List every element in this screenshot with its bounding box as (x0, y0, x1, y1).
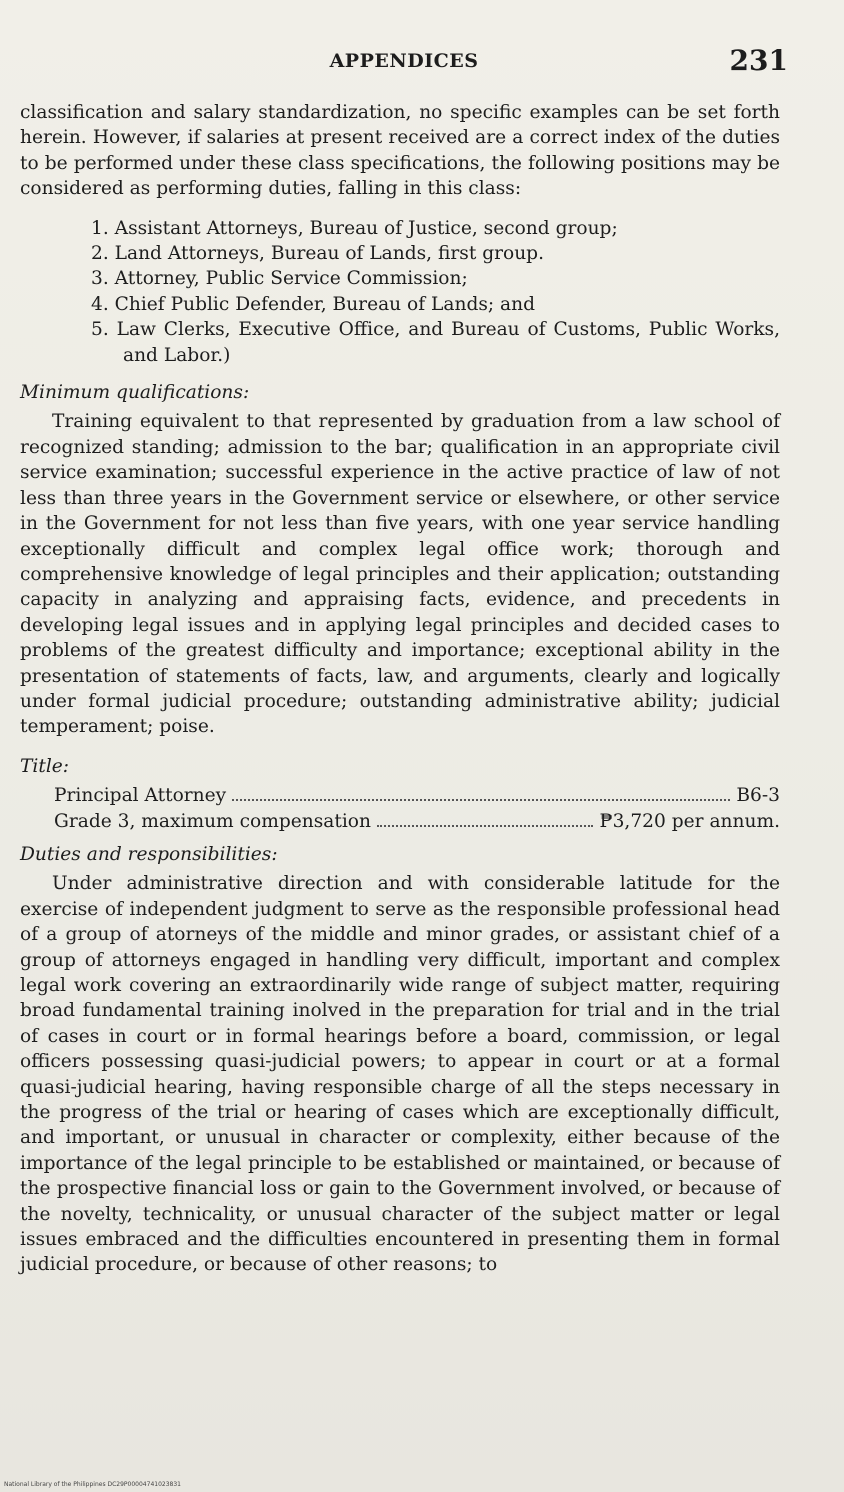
leader-dots (232, 799, 730, 801)
duties-heading: Duties and responsibilities: (20, 843, 278, 865)
position-title: Principal Attorney (54, 785, 227, 807)
list-item: 3. Attorney, Public Service Commission; (91, 268, 468, 290)
positions-list (20, 216, 780, 368)
compensation-label: Grade 3, maximum compensation (54, 810, 371, 832)
list-item: 2. Land Attorneys, Bureau of Lands, first group. (91, 243, 544, 265)
page-body (20, 100, 780, 1278)
scan-source-footer: National Library of the Philippines DC29P00004741023831 (4, 1481, 181, 1488)
title-row-compensation (20, 809, 780, 834)
position-code: B6-3 (736, 785, 780, 807)
title-heading: Title: (20, 755, 70, 777)
page-number: 231 (729, 44, 788, 77)
intro-paragraph: classification and salary standardization, no specific examples can be set forth herein. However, if salaries at present received are a correct index of the duties to be performed under these class specifications, the following positions may be considered as performing duties, falling in this class: (20, 102, 780, 200)
page-header (20, 44, 788, 84)
running-title: APPENDICES (329, 50, 479, 72)
leader-dots (377, 825, 594, 827)
qualifications-text: Training equivalent to that represented by graduation from a law school of recognized standing; admission to the bar; qualification in an appropriate civil service examination; successful experience in the active practice of law of not less than three years in the Government service or elsewhere, or other service in the Government for not less than five years, with one year service handling exceptionally difficult and complex legal office work; thorough and comprehensive knowledge of legal principles and their application; outstanding capacity in analyzing and appraising facts, evidence, and precedents in developing legal issues and in applying legal principles and decided cases to problems of the greatest difficulty and importance; exceptional ability in the presentation of statements of facts, law, and arguments, clearly and logically under formal judicial procedure; outstanding administrative ability; judicial temperament; poise. (20, 411, 780, 738)
list-item: 5. Law Clerks, Executive Office, and Bureau of Customs, Public Works, and Labor.) (91, 319, 780, 366)
duties-text: Under administrative direction and with considerable latitude for the exercise of independent judgment to serve as the responsible professional head of a group of atorneys of the middle and minor grades, or assistant chief of a group of attorneys engaged in handling very difficult, important and complex legal work covering an extraordinarily wide range of subject matter, requiring broad fundamental training inolved in the preparation for trial and in the trial of cases in court or in formal hearings before a board, commission, or legal officers possessing quasi-judicial powers; to appear in court or at a formal quasi-judicial hearing, having responsible charge of all the steps necessary in the progress of the trial or hearing of cases which are exceptionally difficult, and important, or unusual in character or complexity, either because of the importance of the legal principle to be established or maintained, or because of the prospective financial loss or gain to the Government involved, or because of the novelty, technicality, or unusual character of the subject matter or legal issues embraced and the difficulties encountered in presenting them in formal judicial procedure, or because of other reasons; to (20, 873, 780, 1276)
list-item: 1. Assistant Attorneys, Bureau of Justice, second group; (91, 217, 618, 239)
list-item: 4. Chief Public Defender, Bureau of Lands; and (91, 293, 536, 315)
qualifications-heading: Minimum qualifications: (20, 382, 250, 404)
compensation-value: ₱3,720 per annum. (599, 810, 780, 832)
title-row-position (20, 783, 780, 808)
